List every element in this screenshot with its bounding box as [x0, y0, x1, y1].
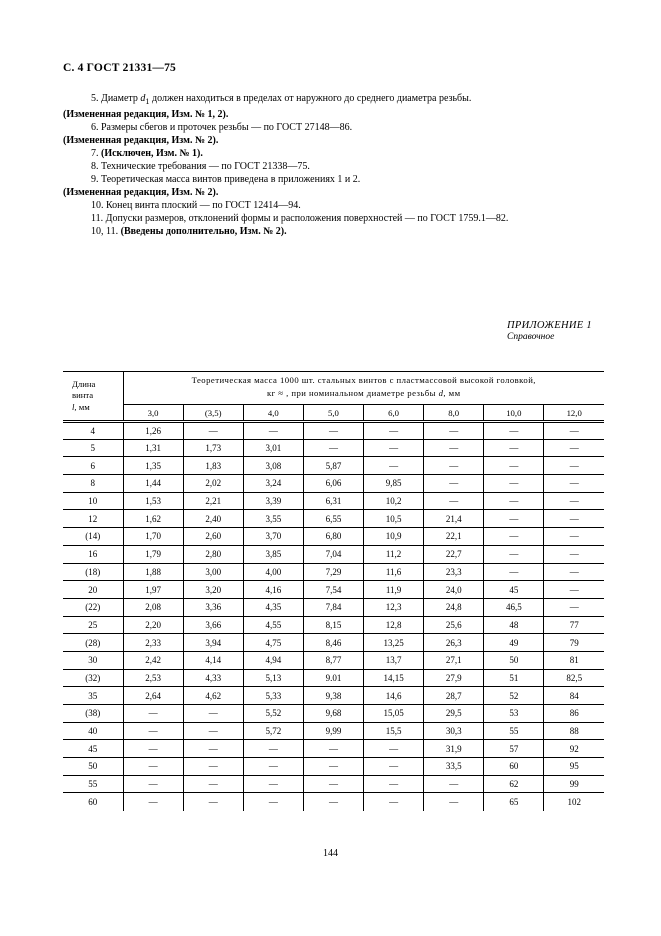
- mass-cell: —: [183, 775, 243, 793]
- diameter-header-cell: 10,0: [484, 405, 544, 422]
- mass-cell: 9,85: [364, 475, 424, 493]
- mass-cell: —: [544, 528, 604, 546]
- mass-cell: 50: [484, 651, 544, 669]
- mass-cell: —: [303, 793, 363, 811]
- table-row: [63, 457, 604, 475]
- length-cell: 16: [63, 545, 123, 563]
- mass-cell: —: [544, 598, 604, 616]
- mass-cell: —: [183, 793, 243, 811]
- table-row: [63, 705, 604, 723]
- table-title-line1: Теоретическая масса 1000 шт. стальных винтов с пластмассовой высокой головкой,: [191, 375, 536, 385]
- mass-cell: 52: [484, 687, 544, 705]
- mass-cell: 81: [544, 651, 604, 669]
- diameter-header-cell: 12,0: [544, 405, 604, 422]
- mass-cell: 48: [484, 616, 544, 634]
- paragraph-line: (Измененная редакция, Изм. № 2).: [63, 135, 219, 146]
- paragraph-line: (Измененная редакция, Изм. № 1, 2).: [63, 109, 229, 120]
- mass-cell: —: [424, 422, 484, 440]
- table-title: [123, 372, 604, 405]
- mass-cell: 8,77: [303, 651, 363, 669]
- mass-cell: 82,5: [544, 669, 604, 687]
- mass-cell: 25,6: [424, 616, 484, 634]
- mass-cell: 4,94: [243, 651, 303, 669]
- mass-cell: 4,35: [243, 598, 303, 616]
- mass-cell: 5,33: [243, 687, 303, 705]
- mass-cell: 15,5: [364, 722, 424, 740]
- table-header-row-1: [63, 372, 604, 405]
- mass-cell: 49: [484, 634, 544, 652]
- table-row: [63, 669, 604, 687]
- mass-cell: 65: [484, 793, 544, 811]
- paragraph-line: 11. Допуски размеров, отклонений формы и расположения поверхностей — по ГОСТ 1759.1—82.: [91, 213, 509, 224]
- mass-cell: —: [183, 422, 243, 440]
- mass-cell: 7,54: [303, 581, 363, 599]
- mass-cell: —: [484, 422, 544, 440]
- mass-cell: 3,00: [183, 563, 243, 581]
- mass-cell: 10,5: [364, 510, 424, 528]
- mass-cell: 22,1: [424, 528, 484, 546]
- mass-cell: 28,7: [424, 687, 484, 705]
- mass-cell: 2,53: [123, 669, 183, 687]
- mass-cell: 79: [544, 634, 604, 652]
- mass-cell: —: [303, 422, 363, 440]
- mass-cell: —: [183, 758, 243, 776]
- mass-cell: 7,84: [303, 598, 363, 616]
- mass-cell: 21,4: [424, 510, 484, 528]
- mass-cell: —: [544, 457, 604, 475]
- mass-cell: —: [484, 545, 544, 563]
- table-row: [63, 651, 604, 669]
- mass-cell: 33,5: [424, 758, 484, 776]
- mass-cell: 3,94: [183, 634, 243, 652]
- length-cell: (28): [63, 634, 123, 652]
- length-column-header: [63, 372, 123, 422]
- mass-cell: 5,52: [243, 705, 303, 723]
- length-cell: (32): [63, 669, 123, 687]
- mass-cell: —: [243, 740, 303, 758]
- mass-cell: 15,05: [364, 705, 424, 723]
- paragraph-line: 7. (Исключен, Изм. № 1).: [91, 148, 203, 159]
- mass-cell: 29,5: [424, 705, 484, 723]
- mass-cell: —: [544, 439, 604, 457]
- mass-cell: 22,7: [424, 545, 484, 563]
- mass-cell: 31,9: [424, 740, 484, 758]
- length-cell: 4: [63, 422, 123, 440]
- table-row: [63, 563, 604, 581]
- table-row: [63, 758, 604, 776]
- mass-table: [63, 371, 604, 811]
- table-row: [63, 439, 604, 457]
- mass-cell: —: [484, 439, 544, 457]
- mass-cell: 9,68: [303, 705, 363, 723]
- mass-cell: 3,20: [183, 581, 243, 599]
- mass-cell: 1,73: [183, 439, 243, 457]
- mass-cell: —: [424, 793, 484, 811]
- appendix-subtitle: Справочное: [507, 332, 555, 342]
- mass-cell: 3,36: [183, 598, 243, 616]
- table-row: [63, 528, 604, 546]
- mass-cell: 84: [544, 687, 604, 705]
- table-row: [63, 793, 604, 811]
- mass-cell: 5,13: [243, 669, 303, 687]
- mass-cell: 1,88: [123, 563, 183, 581]
- table-row: [63, 492, 604, 510]
- mass-cell: 3,85: [243, 545, 303, 563]
- mass-cell: 2,64: [123, 687, 183, 705]
- table-row: [63, 598, 604, 616]
- table-row: [63, 740, 604, 758]
- mass-cell: 46,5: [484, 598, 544, 616]
- mass-cell: 2,80: [183, 545, 243, 563]
- diameter-header-cell: 5,0: [303, 405, 363, 422]
- mass-cell: 51: [484, 669, 544, 687]
- table-row: [63, 687, 604, 705]
- length-cell: 55: [63, 775, 123, 793]
- length-header-line2: винта: [72, 390, 94, 401]
- mass-cell: 1,70: [123, 528, 183, 546]
- diameter-header-cell: 4,0: [243, 405, 303, 422]
- length-cell: 30: [63, 651, 123, 669]
- mass-cell: 4,33: [183, 669, 243, 687]
- mass-cell: —: [484, 492, 544, 510]
- mass-cell: 2,21: [183, 492, 243, 510]
- mass-cell: 26,3: [424, 634, 484, 652]
- mass-cell: 3,55: [243, 510, 303, 528]
- paragraph-line: 10, 11. (Введены дополнительно, Изм. № 2).: [91, 226, 287, 237]
- mass-cell: —: [303, 740, 363, 758]
- mass-cell: 5,72: [243, 722, 303, 740]
- mass-cell: 7,29: [303, 563, 363, 581]
- mass-cell: 1,79: [123, 545, 183, 563]
- length-cell: (18): [63, 563, 123, 581]
- mass-cell: —: [544, 422, 604, 440]
- mass-cell: 4,55: [243, 616, 303, 634]
- mass-cell: —: [424, 457, 484, 475]
- length-cell: 10: [63, 492, 123, 510]
- mass-cell: 9,99: [303, 722, 363, 740]
- mass-cell: —: [544, 563, 604, 581]
- length-cell: (14): [63, 528, 123, 546]
- mass-cell: 4,00: [243, 563, 303, 581]
- mass-cell: 1,35: [123, 457, 183, 475]
- mass-cell: 55: [484, 722, 544, 740]
- mass-cell: 95: [544, 758, 604, 776]
- mass-cell: 57: [484, 740, 544, 758]
- mass-cell: 86: [544, 705, 604, 723]
- mass-cell: 2,33: [123, 634, 183, 652]
- mass-cell: —: [303, 775, 363, 793]
- mass-cell: —: [544, 510, 604, 528]
- mass-cell: 2,20: [123, 616, 183, 634]
- length-cell: (22): [63, 598, 123, 616]
- mass-cell: 10,9: [364, 528, 424, 546]
- mass-cell: 99: [544, 775, 604, 793]
- mass-cell: 5,87: [303, 457, 363, 475]
- mass-cell: —: [183, 740, 243, 758]
- mass-cell: —: [424, 439, 484, 457]
- paragraph-line: 9. Теоретическая масса винтов приведена в приложениях 1 и 2.: [91, 174, 361, 185]
- mass-cell: 4,14: [183, 651, 243, 669]
- appendix-title: ПРИЛОЖЕНИЕ 1: [507, 320, 592, 331]
- page-header: С. 4 ГОСТ 21331—75: [63, 62, 176, 74]
- diameter-header-cell: 8,0: [424, 405, 484, 422]
- mass-cell: —: [484, 457, 544, 475]
- length-header-line3: l, мм: [72, 401, 90, 412]
- table-row: [63, 775, 604, 793]
- length-header-line1: Длина: [72, 378, 96, 389]
- mass-cell: —: [123, 775, 183, 793]
- mass-cell: —: [123, 793, 183, 811]
- mass-cell: —: [243, 775, 303, 793]
- mass-cell: —: [183, 705, 243, 723]
- mass-cell: 11,2: [364, 545, 424, 563]
- mass-cell: 14,15: [364, 669, 424, 687]
- mass-cell: 12,3: [364, 598, 424, 616]
- length-cell: 25: [63, 616, 123, 634]
- mass-cell: 6,06: [303, 475, 363, 493]
- paragraph-block: [63, 92, 608, 238]
- table-row: [63, 634, 604, 652]
- mass-cell: 23,3: [424, 563, 484, 581]
- table-title-line2: кг ≈ , при номинальном диаметре резьбы d, мм: [266, 387, 461, 398]
- mass-cell: —: [364, 740, 424, 758]
- mass-cell: 7,04: [303, 545, 363, 563]
- mass-cell: —: [364, 439, 424, 457]
- mass-cell: 11,9: [364, 581, 424, 599]
- mass-cell: —: [123, 705, 183, 723]
- mass-cell: —: [123, 758, 183, 776]
- length-cell: 60: [63, 793, 123, 811]
- mass-cell: 2,08: [123, 598, 183, 616]
- table-row: [63, 422, 604, 440]
- mass-cell: 3,39: [243, 492, 303, 510]
- mass-cell: 3,08: [243, 457, 303, 475]
- length-cell: 45: [63, 740, 123, 758]
- mass-cell: 1,53: [123, 492, 183, 510]
- paragraph-line: 8. Технические требования — по ГОСТ 21338—75.: [91, 161, 310, 172]
- mass-cell: —: [123, 722, 183, 740]
- mass-cell: —: [484, 563, 544, 581]
- length-cell: 6: [63, 457, 123, 475]
- mass-cell: 3,01: [243, 439, 303, 457]
- mass-cell: 6,31: [303, 492, 363, 510]
- mass-cell: 3,66: [183, 616, 243, 634]
- mass-cell: 1,83: [183, 457, 243, 475]
- mass-cell: —: [544, 492, 604, 510]
- paragraph-line: (Измененная редакция, Изм. № 2).: [63, 187, 219, 198]
- length-cell: 12: [63, 510, 123, 528]
- mass-cell: 14,6: [364, 687, 424, 705]
- mass-cell: 77: [544, 616, 604, 634]
- mass-cell: 60: [484, 758, 544, 776]
- paragraph-line: 6. Размеры сбегов и проточек резьбы — по ГОСТ 27148—86.: [91, 122, 353, 133]
- mass-cell: 30,3: [424, 722, 484, 740]
- mass-cell: —: [544, 545, 604, 563]
- mass-cell: —: [364, 422, 424, 440]
- mass-cell: 2,40: [183, 510, 243, 528]
- mass-cell: 2,42: [123, 651, 183, 669]
- length-cell: 40: [63, 722, 123, 740]
- mass-cell: 4,75: [243, 634, 303, 652]
- table-row: [63, 510, 604, 528]
- mass-cell: 6,80: [303, 528, 363, 546]
- mass-cell: 10,2: [364, 492, 424, 510]
- mass-cell: 24,0: [424, 581, 484, 599]
- mass-cell: —: [364, 793, 424, 811]
- table-row: [63, 545, 604, 563]
- table-row: [63, 581, 604, 599]
- mass-cell: 12,8: [364, 616, 424, 634]
- mass-cell: 3,70: [243, 528, 303, 546]
- mass-cell: 27,1: [424, 651, 484, 669]
- mass-cell: 13,25: [364, 634, 424, 652]
- mass-cell: 4,62: [183, 687, 243, 705]
- diameter-header-row: [63, 405, 604, 422]
- mass-cell: —: [424, 775, 484, 793]
- mass-cell: —: [243, 793, 303, 811]
- table-row: [63, 616, 604, 634]
- mass-cell: —: [243, 422, 303, 440]
- mass-cell: —: [424, 492, 484, 510]
- mass-cell: —: [303, 439, 363, 457]
- mass-cell: 3,24: [243, 475, 303, 493]
- length-cell: 5: [63, 439, 123, 457]
- length-cell: 35: [63, 687, 123, 705]
- mass-cell: 1,26: [123, 422, 183, 440]
- diameter-header-cell: 3,0: [123, 405, 183, 422]
- mass-cell: 27,9: [424, 669, 484, 687]
- mass-cell: —: [123, 740, 183, 758]
- paragraph-line: 10. Конец винта плоский — по ГОСТ 12414—94.: [91, 200, 301, 211]
- diameter-header-cell: (3,5): [183, 405, 243, 422]
- mass-cell: —: [364, 457, 424, 475]
- mass-cell: 11,6: [364, 563, 424, 581]
- mass-cell: 9,38: [303, 687, 363, 705]
- length-cell: 20: [63, 581, 123, 599]
- mass-cell: —: [364, 775, 424, 793]
- mass-cell: 102: [544, 793, 604, 811]
- table-row: [63, 722, 604, 740]
- mass-cell: 1,62: [123, 510, 183, 528]
- mass-cell: 45: [484, 581, 544, 599]
- mass-cell: 2,02: [183, 475, 243, 493]
- mass-cell: 88: [544, 722, 604, 740]
- mass-cell: 13,7: [364, 651, 424, 669]
- mass-cell: 1,31: [123, 439, 183, 457]
- mass-cell: 8,46: [303, 634, 363, 652]
- mass-cell: 1,44: [123, 475, 183, 493]
- mass-cell: —: [303, 758, 363, 776]
- mass-cell: —: [544, 581, 604, 599]
- paragraph-line: 5. Диаметр $d_1$ должен находиться в пределах от наружного до среднего диаметра резьбы.: [91, 93, 472, 106]
- mass-cell: 62: [484, 775, 544, 793]
- mass-cell: 4,16: [243, 581, 303, 599]
- mass-cell: —: [484, 528, 544, 546]
- mass-cell: —: [544, 475, 604, 493]
- mass-cell: 1,97: [123, 581, 183, 599]
- length-cell: 50: [63, 758, 123, 776]
- page-number: 144: [323, 848, 338, 859]
- mass-cell: 8,15: [303, 616, 363, 634]
- mass-cell: —: [484, 510, 544, 528]
- mass-cell: 53: [484, 705, 544, 723]
- mass-cell: —: [243, 758, 303, 776]
- mass-cell: 92: [544, 740, 604, 758]
- diameter-header-cell: 6,0: [364, 405, 424, 422]
- mass-cell: 9.01: [303, 669, 363, 687]
- appendix-block: [507, 320, 627, 342]
- table-row: [63, 475, 604, 493]
- length-cell: 8: [63, 475, 123, 493]
- mass-cell: —: [364, 758, 424, 776]
- mass-cell: —: [183, 722, 243, 740]
- length-cell: (38): [63, 705, 123, 723]
- mass-cell: 2,60: [183, 528, 243, 546]
- mass-cell: —: [484, 475, 544, 493]
- mass-cell: 6,55: [303, 510, 363, 528]
- mass-cell: —: [424, 475, 484, 493]
- mass-cell: 24,8: [424, 598, 484, 616]
